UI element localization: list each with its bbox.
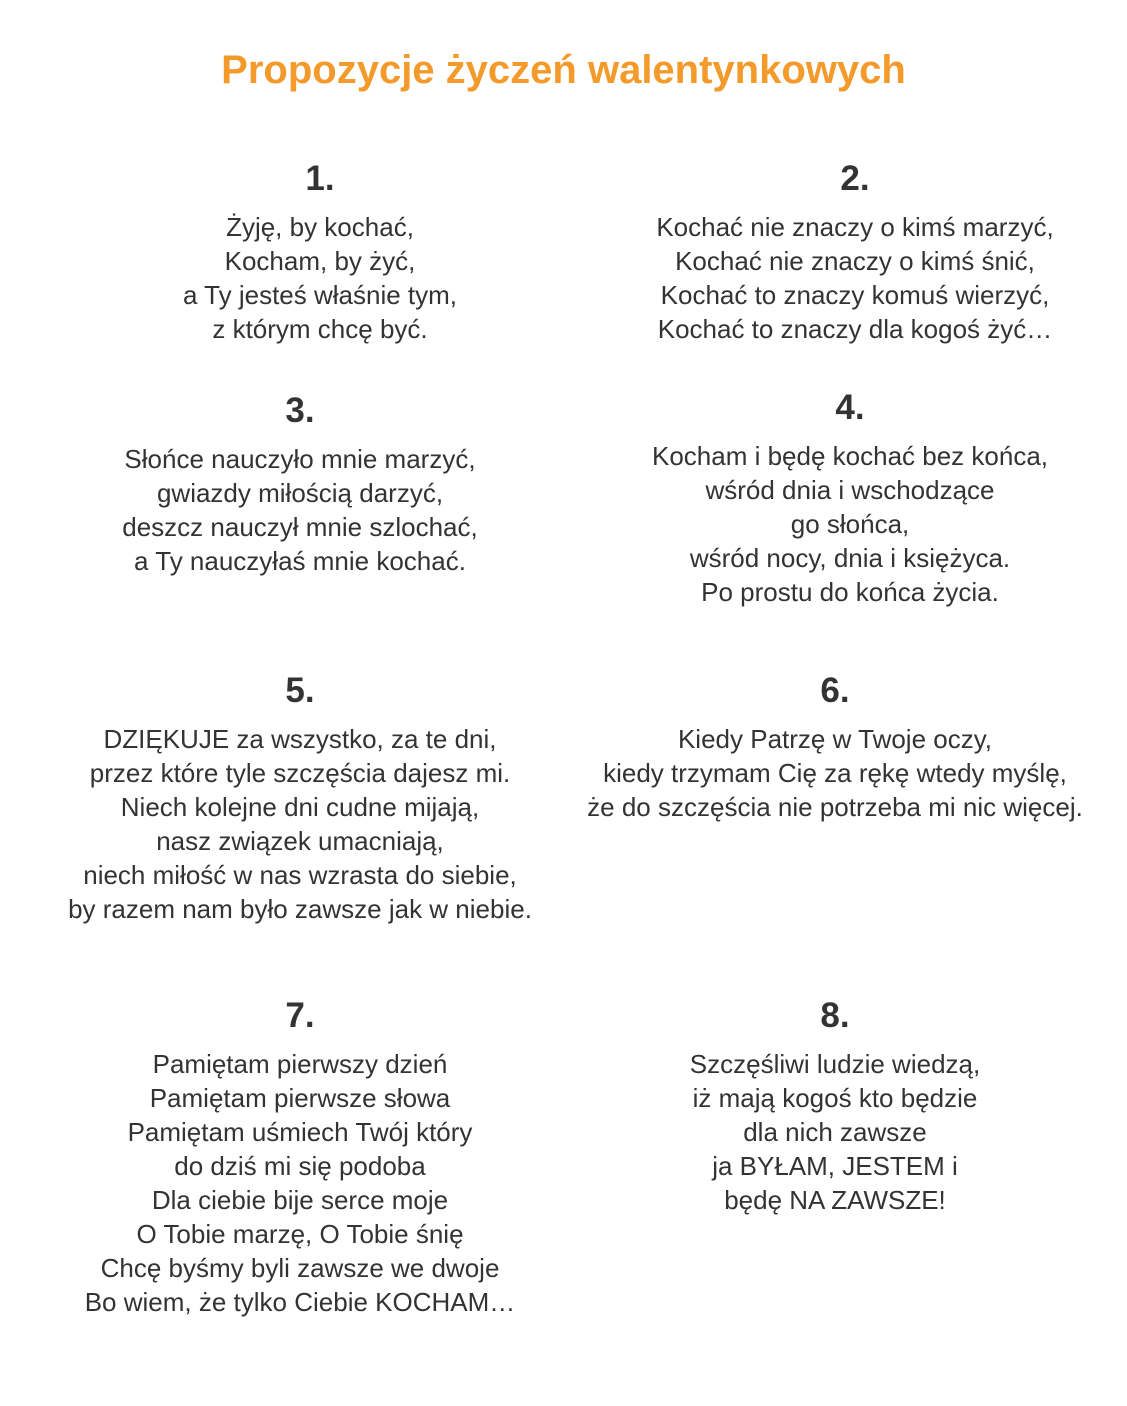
wish-line: Po prostu do końca życia. [701, 577, 999, 607]
wish-line: Kocham, by żyć, [224, 246, 416, 276]
wish-number: 4. [835, 388, 865, 427]
wish-number: 7. [285, 996, 315, 1035]
wish-line: dla nich zawsze [743, 1117, 927, 1147]
wish-line: O Tobie marzę, O Tobie śnię [136, 1219, 464, 1249]
wish-line: go słońca, [790, 509, 910, 539]
page-title: Propozycje życzeń walentynkowych [221, 48, 906, 92]
wish-block-7 [40, 995, 560, 1319]
wish-line: wśród dnia i wschodzące [705, 475, 995, 505]
wish-number: 6. [820, 671, 850, 710]
wish-text [580, 439, 1120, 609]
wish-number: 8. [820, 996, 850, 1035]
wish-line: przez które tyle szczęścia dajesz mi. [89, 758, 511, 788]
wish-number: 3. [285, 391, 315, 430]
wish-line: Pamiętam uśmiech Twój który [127, 1117, 473, 1147]
wish-line: że do szczęścia nie potrzeba mi nic więcej. [587, 792, 1083, 822]
wish-line: Kocham i będę kochać bez końca, [651, 441, 1049, 471]
wish-line: Chcę byśmy byli zawsze we dwoje [100, 1253, 500, 1283]
wish-block-4 [580, 387, 1120, 609]
wish-line: deszcz nauczył mnie szlochać, [122, 512, 478, 542]
wish-line: niech miłość w nas wzrasta do siebie, [83, 860, 517, 890]
wish-block-2 [585, 158, 1125, 346]
wish-line: gwiazdy miłością darzyć, [156, 478, 444, 508]
wish-block-6 [565, 670, 1105, 824]
wish-line: DZIĘKUJE za wszystko, za te dni, [103, 724, 497, 754]
wish-line: Kiedy Patrzę w Twoje oczy, [677, 724, 993, 754]
wish-line: a Ty jesteś właśnie tym, [182, 280, 458, 310]
wish-line: ja BYŁAM, JESTEM i [712, 1151, 958, 1181]
wish-line: Kochać nie znaczy o kimś marzyć, [656, 212, 1054, 242]
wish-line: Bo wiem, że tylko Ciebie KOCHAM… [84, 1287, 516, 1317]
wish-block-5 [40, 670, 560, 926]
wish-line: Słońce nauczyło mnie marzyć, [124, 444, 476, 474]
wish-block-1 [60, 158, 580, 346]
wish-line: Niech kolejne dni cudne mijają, [120, 792, 480, 822]
wish-line: Dla ciebie bije serce moje [151, 1185, 449, 1215]
wish-line: Żyję, by kochać, [226, 212, 414, 242]
wish-block-3 [40, 390, 560, 578]
wish-line: wśród nocy, dnia i księżyca. [689, 543, 1011, 573]
wish-line: Szczęśliwi ludzie wiedzą, [689, 1049, 981, 1079]
wish-line: iż mają kogoś kto będzie [692, 1083, 978, 1113]
wish-text [40, 1047, 560, 1319]
wish-line: Pamiętam pierwsze słowa [149, 1083, 451, 1113]
wish-number: 5. [285, 671, 315, 710]
wish-line: z którym chcę być. [212, 314, 428, 344]
wish-line: będę NA ZAWSZE! [724, 1185, 946, 1215]
wish-line: do dziś mi się podoba [174, 1151, 426, 1181]
wish-text [565, 1047, 1105, 1217]
wish-line: Kochać to znaczy dla kogoś żyć… [657, 314, 1053, 344]
wish-line: nasz związek umacniają, [156, 826, 444, 856]
wish-line: Kochać nie znaczy o kimś śnić, [675, 246, 1035, 276]
wish-text [40, 722, 560, 926]
wish-line: Pamiętam pierwszy dzień [152, 1049, 448, 1079]
wish-block-8 [565, 995, 1105, 1217]
wish-line: a Ty nauczyłaś mnie kochać. [134, 546, 466, 576]
wish-line: Kochać to znaczy komuś wierzyć, [660, 280, 1050, 310]
wish-text [40, 442, 560, 578]
wish-line: kiedy trzymam Cię za rękę wtedy myślę, [603, 758, 1067, 788]
wish-text [60, 210, 580, 346]
wish-number: 1. [305, 159, 335, 198]
wish-line: by razem nam było zawsze jak w niebie. [68, 894, 532, 924]
wish-number: 2. [840, 159, 870, 198]
wish-text [585, 210, 1125, 346]
wish-text [565, 722, 1105, 824]
